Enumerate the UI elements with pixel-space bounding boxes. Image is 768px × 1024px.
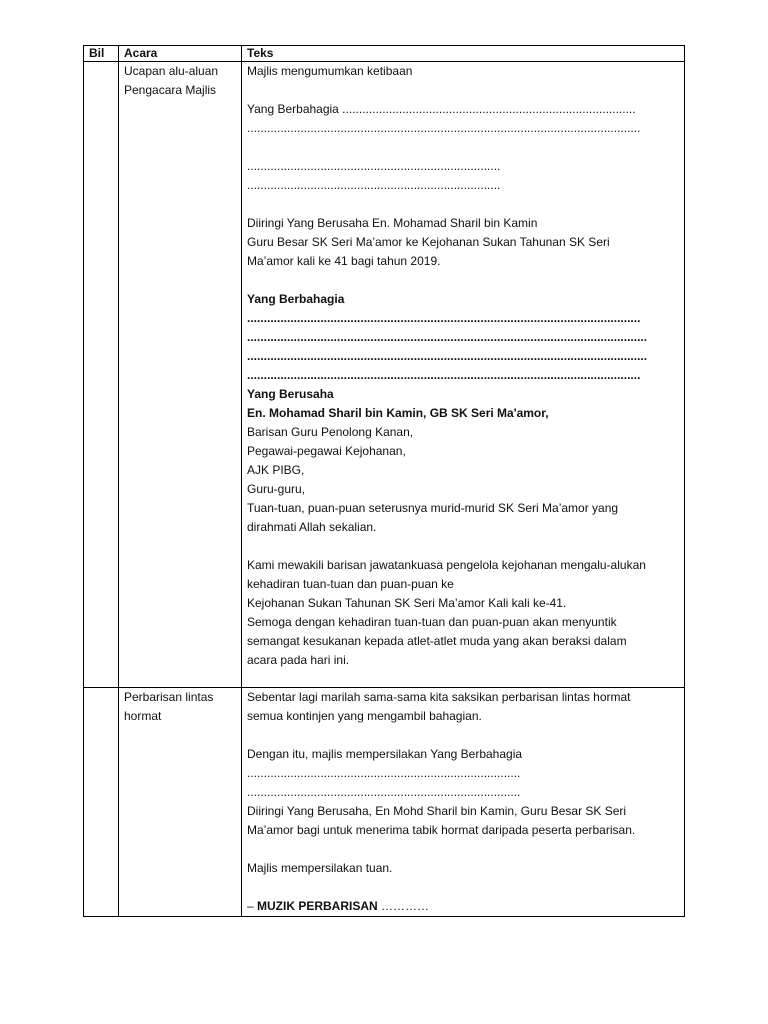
teks-line: ............................................................................ bbox=[247, 178, 501, 192]
teks-line: .................................................................................. bbox=[247, 766, 521, 780]
acara-line: Ucapan alu-aluan bbox=[124, 64, 219, 78]
teks-line: dirahmati Allah sekalian. bbox=[247, 520, 377, 534]
teks-line: ............................................................................ bbox=[247, 159, 501, 173]
teks-line: .................................................................................. bbox=[247, 785, 521, 799]
header-teks: Teks bbox=[242, 46, 685, 62]
teks-line: ........................................................................................................................ bbox=[247, 349, 648, 363]
muzik-prefix: – bbox=[247, 899, 258, 913]
teks-line: Sebentar lagi marilah sama-sama kita saksikan perbarisan lintas hormat bbox=[247, 690, 631, 704]
acara-line: hormat bbox=[124, 709, 162, 723]
header-acara: Acara bbox=[119, 46, 242, 62]
teks-line: ...................................................................................................................... bbox=[247, 121, 641, 135]
teks-line: kehadiran tuan-tuan dan puan-puan ke bbox=[247, 577, 454, 591]
teks-line: semua kontinjen yang mengambil bahagian. bbox=[247, 709, 482, 723]
program-table bbox=[83, 45, 685, 917]
teks-line: acara pada hari ini. bbox=[247, 653, 350, 667]
header-bil: Bil bbox=[84, 46, 119, 62]
teks-line: Yang Berusaha bbox=[247, 387, 334, 401]
teks-line: Semoga dengan kehadiran tuan-tuan dan puan-puan akan menyuntik bbox=[247, 615, 617, 629]
table-row bbox=[84, 688, 685, 917]
teks-line: Diiringi Yang Berusaha En. Mohamad Sharil bin Kamin bbox=[247, 216, 538, 230]
table-header-row bbox=[84, 46, 685, 62]
teks-cell bbox=[242, 62, 685, 688]
teks-line: Guru Besar SK Seri Ma’amor ke Kejohanan Sukan Tahunan SK Seri bbox=[247, 235, 610, 249]
bil-cell bbox=[84, 688, 119, 917]
teks-line: ...................................................................................................................... bbox=[247, 368, 641, 382]
muzik-suffix: ………… bbox=[377, 899, 430, 913]
teks-line: Tuan-tuan, puan-puan seterusnya murid-murid SK Seri Ma’amor yang bbox=[247, 501, 619, 515]
muzik-label: MUZIK PERBARISAN bbox=[257, 899, 378, 913]
teks-line: Guru-guru, bbox=[247, 482, 306, 496]
table-row bbox=[84, 62, 685, 688]
teks-line: Diiringi Yang Berusaha, En Mohd Sharil bin Kamin, Guru Besar SK Seri bbox=[247, 804, 627, 818]
teks-line: Yang Berbahagia bbox=[247, 292, 345, 306]
acara-line: Perbarisan lintas bbox=[124, 690, 214, 704]
teks-line: Barisan Guru Penolong Kanan, bbox=[247, 425, 414, 439]
teks-line: Kami mewakili barisan jawatankuasa pengelola kejohanan mengalu-alukan bbox=[247, 558, 646, 572]
teks-line: semangat kesukanan kepada atlet-atlet muda yang akan beraksi dalam bbox=[247, 634, 627, 648]
teks-line: Yang Berbahagia ........................................................................................ bbox=[247, 102, 636, 116]
teks-line: ...................................................................................................................... bbox=[247, 311, 641, 325]
teks-line: Ma’amor bagi untuk menerima tabik hormat daripada peserta perbarisan. bbox=[247, 823, 636, 837]
acara-cell bbox=[119, 688, 242, 917]
teks-cell bbox=[242, 688, 685, 917]
teks-line: Dengan itu, majlis mempersilakan Yang Berbahagia bbox=[247, 747, 523, 761]
teks-line: ........................................................................................................................ bbox=[247, 330, 648, 344]
teks-line: En. Mohamad Sharil bin Kamin, GB SK Seri Ma'amor, bbox=[247, 406, 549, 420]
teks-line: Majlis mempersilakan tuan. bbox=[247, 861, 393, 875]
acara-line: Pengacara Majlis bbox=[124, 83, 217, 97]
teks-line: Majlis mengumumkan ketibaan bbox=[247, 64, 413, 78]
teks-line: Pegawai-pegawai Kejohanan, bbox=[247, 444, 406, 458]
teks-line: Kejohanan Sukan Tahunan SK Seri Ma’amor Kali kali ke-41. bbox=[247, 596, 567, 610]
teks-line: Ma’amor kali ke 41 bagi tahun 2019. bbox=[247, 254, 441, 268]
teks-line-muzik bbox=[247, 897, 679, 916]
bil-cell bbox=[84, 62, 119, 688]
acara-cell bbox=[119, 62, 242, 688]
teks-line: AJK PIBG, bbox=[247, 463, 305, 477]
